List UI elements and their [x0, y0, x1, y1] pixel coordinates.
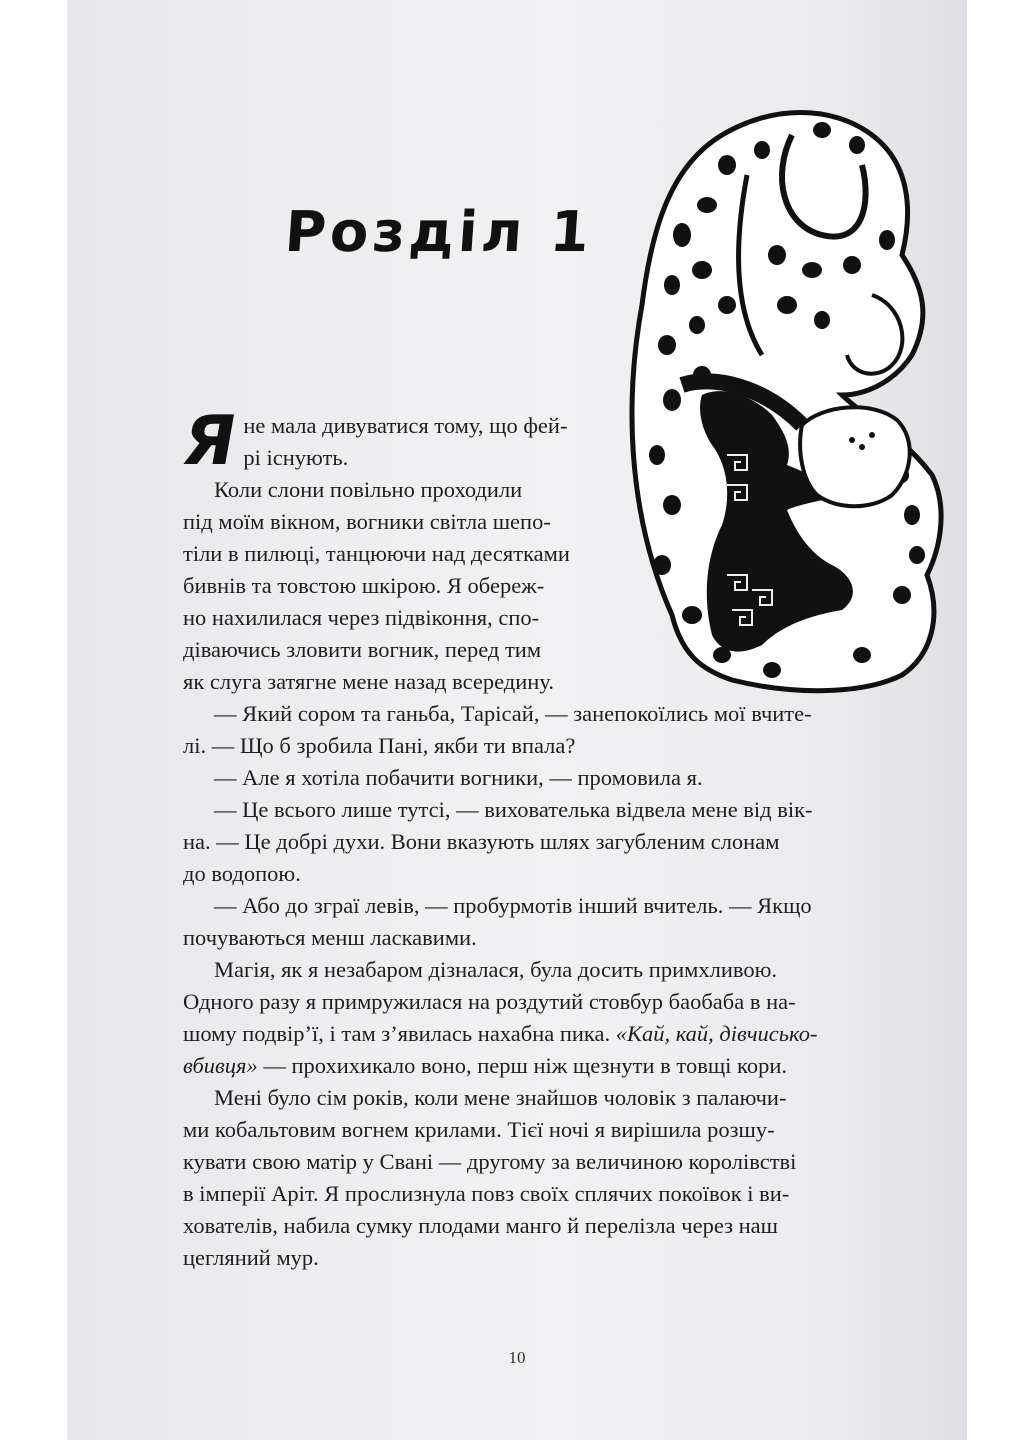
text-line: ми кобальтовим вогнем крилами. Тієї ночі я вирішила розшу-: [183, 1117, 775, 1142]
chapter-title: Розділ 1: [282, 200, 596, 265]
text-line: тіли в пилюці, танцюючи над десятками: [183, 541, 570, 566]
chapter-body-text: [176, 402, 873, 1274]
text-line: Мені було сім років, коли мене знайшов чоловік з палаючи-: [214, 1085, 787, 1110]
text-line: — Це всього лише тутсі, — вихователька відвела мене від вік-: [214, 797, 813, 822]
text-segment: шому подвір’ї, і там з’явилась нахабна пика.: [183, 1021, 616, 1046]
text-line: [183, 1018, 873, 1050]
text-line: Коли слони повільно проходили: [214, 477, 523, 502]
text-line: на. — Це добрі духи. Вони вказують шлях загубленим слонам: [183, 829, 780, 854]
text-line: бивнів та товстою шкірою. Я обереж-: [183, 573, 545, 598]
text-line: но нахилилася через підвіконня, спо-: [183, 605, 540, 630]
text-line: до водопою.: [183, 861, 301, 886]
italic-quote: «Кай, кай, дівчисько-: [615, 1021, 818, 1046]
text-line: кувати свою матір у Свані — другому за величиною королівстві: [183, 1149, 797, 1174]
text-line: лі. — Що б зробила Пані, якби ти впала?: [183, 733, 576, 758]
text-segment: — прохихикало воно, перш ніж щезнути в товщі кори.: [263, 1053, 787, 1078]
text-line: [183, 1050, 873, 1082]
opening-paragraph: [176, 402, 873, 481]
text-line: в імперії Аріт. Я прослизнула повз своїх сплячих покоївок і ви-: [183, 1181, 790, 1206]
text-line: діваючись зловити вогник, перед тим: [183, 637, 542, 662]
text-line: Магія, як я незабаром дізналася, була досить примхливою.: [214, 957, 778, 982]
italic-quote: вбивця»: [183, 1053, 258, 1078]
text-line: не мала дивуватися тому, що фей-: [243, 413, 568, 438]
page-number: 10: [508, 1348, 526, 1367]
text-line: почуваються менш ласкавими.: [183, 925, 477, 950]
text-line: цегляний мур.: [183, 1245, 319, 1270]
text-line: як слуга затягне мене назад всередину.: [183, 669, 554, 694]
text-line: — Який сором та ганьба, Тарісай, — занепокоїлись мої вчите-: [214, 701, 812, 726]
text-line: — Або до зграї левів, — пробурмотів інший вчитель. — Якщо: [214, 893, 812, 918]
book-page: [67, 0, 967, 1440]
text-line: під моїм вікном, вогники світла шепо-: [183, 509, 551, 534]
text-line: рі існують.: [243, 445, 349, 470]
text-line: хователів, набила сумку плодами манго й перелізла через наш: [183, 1213, 778, 1238]
text-line: — Але я хотіла побачити вогники, — промовила я.: [214, 765, 703, 790]
text-line: Одного разу я примружилася на роздутий стовбур баобаба в на-: [183, 989, 796, 1014]
drop-cap: Я: [176, 402, 243, 481]
